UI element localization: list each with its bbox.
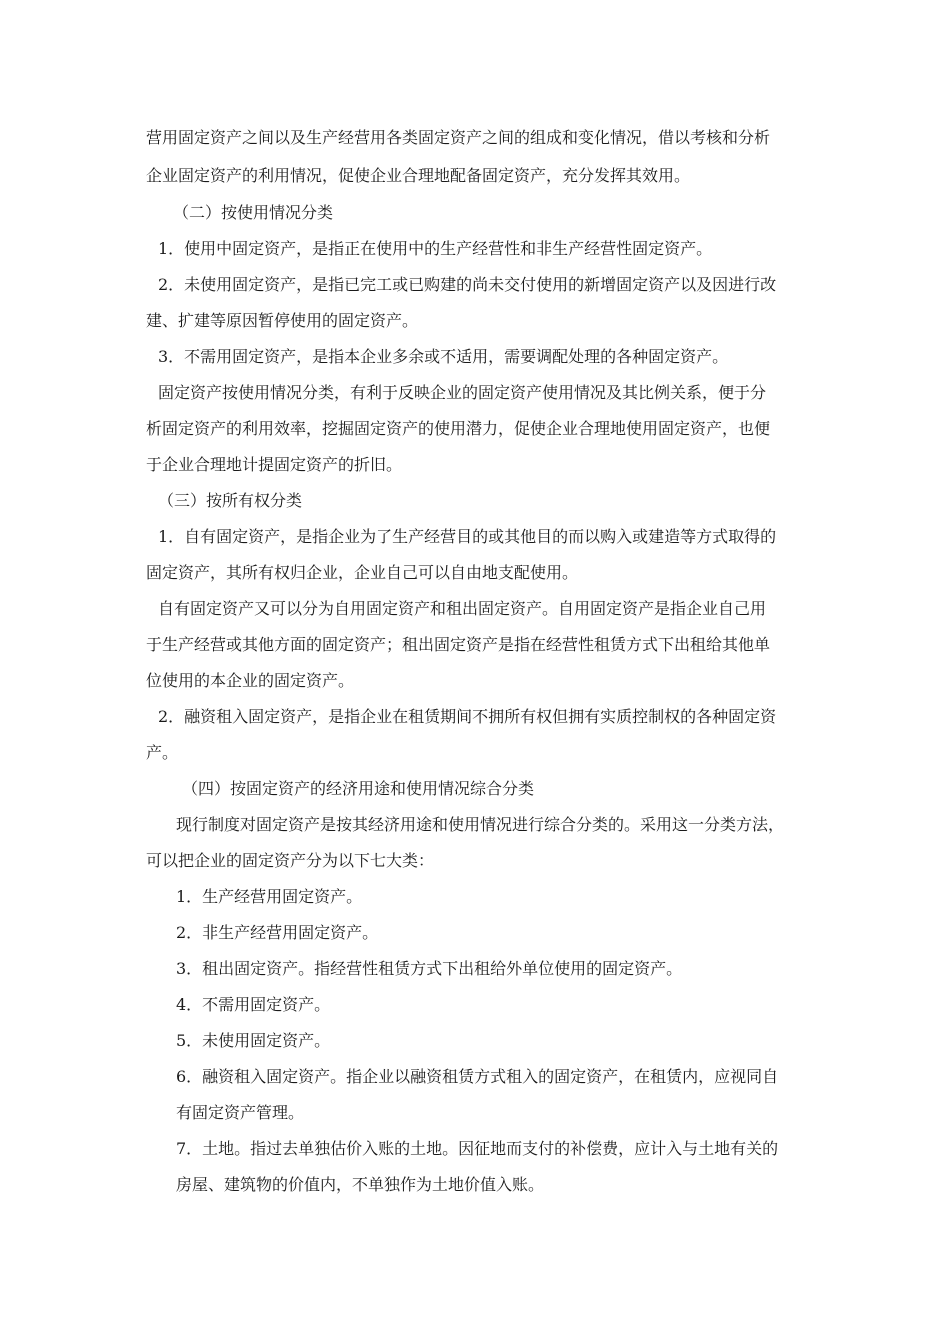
list-item: 3．不需用固定资产，是指本企业多余或不适用，需要调配处理的各种固定资产。 [158,347,729,366]
section-heading: （四）按固定资产的经济用途和使用情况综合分类 [182,779,535,798]
section-heading: （三）按所有权分类 [158,491,303,510]
list-item: 2．未使用固定资产，是指已完工或已购建的尚未交付使用的新增固定资产以及因进行改 [158,275,777,294]
paragraph-line: 建、扩建等原因暂停使用的固定资产。 [146,311,419,330]
paragraph-line: 可以把企业的固定资产分为以下七大类： [146,851,435,870]
list-item: 7．土地。指过去单独估价入账的土地。因征地而支付的补偿费，应计入与土地有关的 [176,1139,779,1158]
paragraph-line: 企业固定资产的利用情况，促使企业合理地配备固定资产，充分发挥其效用。 [146,166,691,185]
list-item: 2．融资租入固定资产，是指企业在租赁期间不拥所有权但拥有实质控制权的各种固定资 [158,707,777,726]
list-item: 3．租出固定资产。指经营性租赁方式下出租给外单位使用的固定资产。 [176,959,683,978]
paragraph-line: 固定资产，其所有权归企业，企业自己可以自由地支配使用。 [146,563,579,582]
list-item: 1．使用中固定资产，是指正在使用中的生产经营性和非生产经营性固定资产。 [158,239,713,258]
list-item: 4．不需用固定资产。 [176,995,331,1014]
list-item-continuation: 房屋、建筑物的价值内，不单独作为土地价值入账。 [176,1175,545,1194]
list-item: 6．融资租入固定资产。指企业以融资租赁方式租入的固定资产，在租赁内，应视同自 [176,1067,779,1086]
paragraph-line: 于企业合理地计提固定资产的折旧。 [146,455,403,474]
section-heading: （二）按使用情况分类 [173,203,334,222]
paragraph-line: 固定资产按使用情况分类，有利于反映企业的固定资产使用情况及其比例关系，便于分 [158,383,767,402]
list-item: 5．未使用固定资产。 [176,1031,331,1050]
list-item: 2．非生产经营用固定资产。 [176,923,379,942]
list-item: 1．生产经营用固定资产。 [176,887,363,906]
paragraph-line: 现行制度对固定资产是按其经济用途和使用情况进行综合分类的。采用这一分类方法， [176,815,785,834]
list-item-continuation: 有固定资产管理。 [176,1103,305,1122]
paragraph-line: 析固定资产的利用效率，挖掘固定资产的使用潜力，促使企业合理地使用固定资产，也便 [146,419,771,438]
paragraph-line: 自有固定资产又可以分为自用固定资产和租出固定资产。自用固定资产是指企业自己用 [158,599,767,618]
paragraph-line: 位使用的本企业的固定资产。 [146,671,355,690]
paragraph-line: 营用固定资产之间以及生产经营用各类固定资产之间的组成和变化情况，借以考核和分析 [146,128,771,147]
list-item: 1．自有固定资产，是指企业为了生产经营目的或其他目的而以购入或建造等方式取得的 [158,527,777,546]
paragraph-line: 于生产经营或其他方面的固定资产；租出固定资产是指在经营性租赁方式下出租给其他单 [146,635,771,654]
paragraph-line: 产。 [146,743,179,762]
